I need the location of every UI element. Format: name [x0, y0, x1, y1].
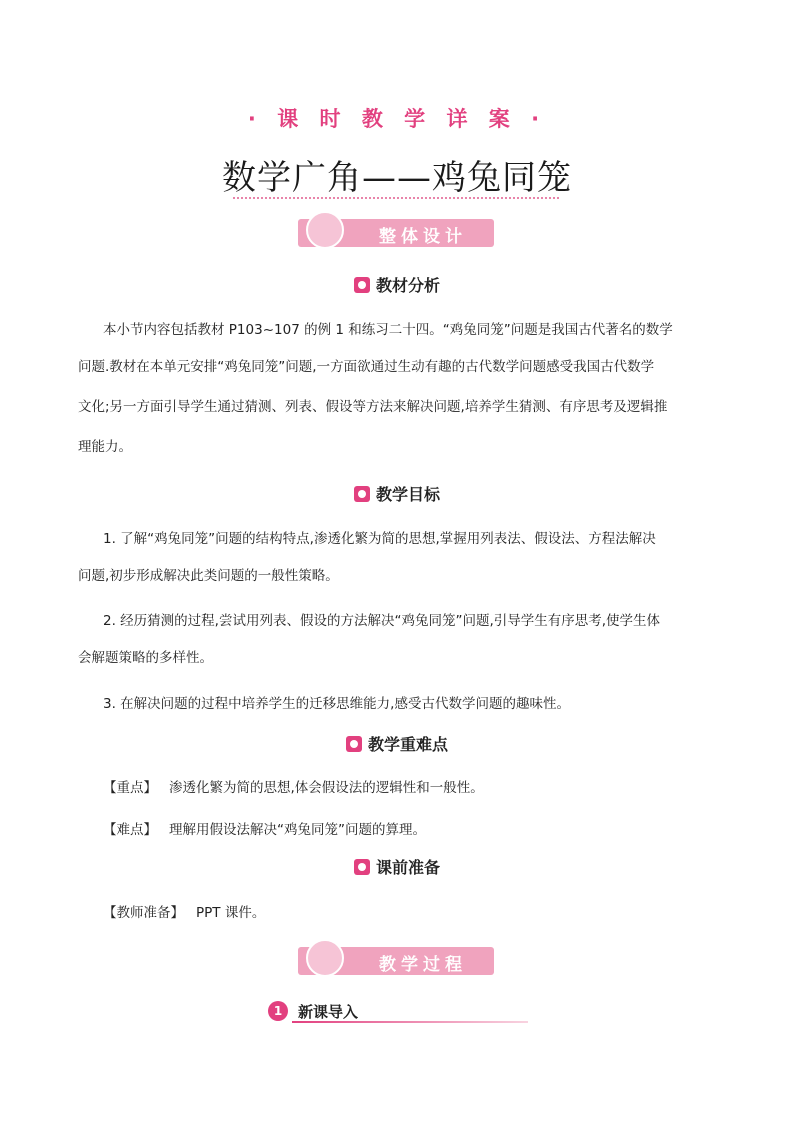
analysis-line-1: 本小节内容包括教材 P103~107 的例 1 和练习二十四。“鸡兔同笼”问题是我国古代著名的数学: [103, 322, 673, 338]
banner-design: [298, 219, 494, 247]
hard-point: [103, 818, 715, 838]
step-underline: [292, 1021, 528, 1023]
goal-2-line-1: 2. 经历猜测的过程,尝试用列表、假设的方法解决“鸡兔同笼”问题,引导学生有序思考,使学生体: [103, 613, 661, 629]
step-number: 1: [268, 1001, 288, 1021]
analysis-line-4: 理能力。: [78, 439, 132, 455]
step-heading: [268, 1001, 530, 1023]
goal-2-line-2: 会解题策略的多样性。: [78, 650, 213, 666]
flag-icon: [354, 277, 370, 293]
flag-icon: [354, 486, 370, 502]
key-text: 渗透化繁为简的思想,体会假设法的逻辑性和一般性。: [169, 780, 484, 796]
key-tag: 【重点】: [103, 780, 157, 796]
page-title: 数学广角——鸡兔同笼: [222, 158, 572, 198]
heading-goals: 教学目标: [0, 482, 794, 505]
prep-line: [103, 901, 715, 921]
hard-tag: 【难点】: [103, 822, 157, 838]
goal-1-line-1: 1. 了解“鸡兔同笼”问题的结构特点,渗透化繁为简的思想,掌握用列表法、假设法、方程法解决: [103, 531, 656, 547]
goal-1-line-2: 问题,初步形成解决此类问题的一般性策略。: [78, 568, 339, 584]
analysis-line-3: 文化;另一方面引导学生通过猜测、列表、假设等方法来解决问题,培养学生猜测、有序思考及逻辑推: [78, 399, 668, 415]
analysis-line-2: 问题.教材在本单元安排“鸡兔同笼”问题,一方面欲通过生动有趣的古代数学问题感受我国古代数学: [78, 359, 655, 375]
prep-tag: 【教师准备】: [103, 905, 184, 921]
hard-text: 理解用假设法解决“鸡兔同笼”问题的算理。: [169, 822, 426, 838]
key-point: [103, 776, 715, 796]
title-underline: [233, 197, 559, 199]
header-label: · 课 时 教 学 详 案 ·: [247, 107, 547, 131]
flag-icon: [346, 736, 362, 752]
step-label: 新课导入: [298, 1003, 359, 1021]
banner-process: [298, 947, 494, 975]
heading-analysis: 教材分析: [0, 273, 794, 296]
book-icon: [306, 211, 344, 249]
heading-key-points: 教学重难点: [0, 732, 794, 755]
goal-3-line-1: 3. 在解决问题的过程中培养学生的迁移思维能力,感受古代数学问题的趣味性。: [103, 696, 570, 712]
target-icon: [306, 939, 344, 977]
heading-prep: 课前准备: [0, 855, 794, 878]
prep-text: PPT 课件。: [196, 905, 266, 921]
flag-icon: [354, 859, 370, 875]
banner-design-label: 整体设计: [379, 227, 467, 247]
banner-process-label: 教学过程: [379, 955, 467, 975]
